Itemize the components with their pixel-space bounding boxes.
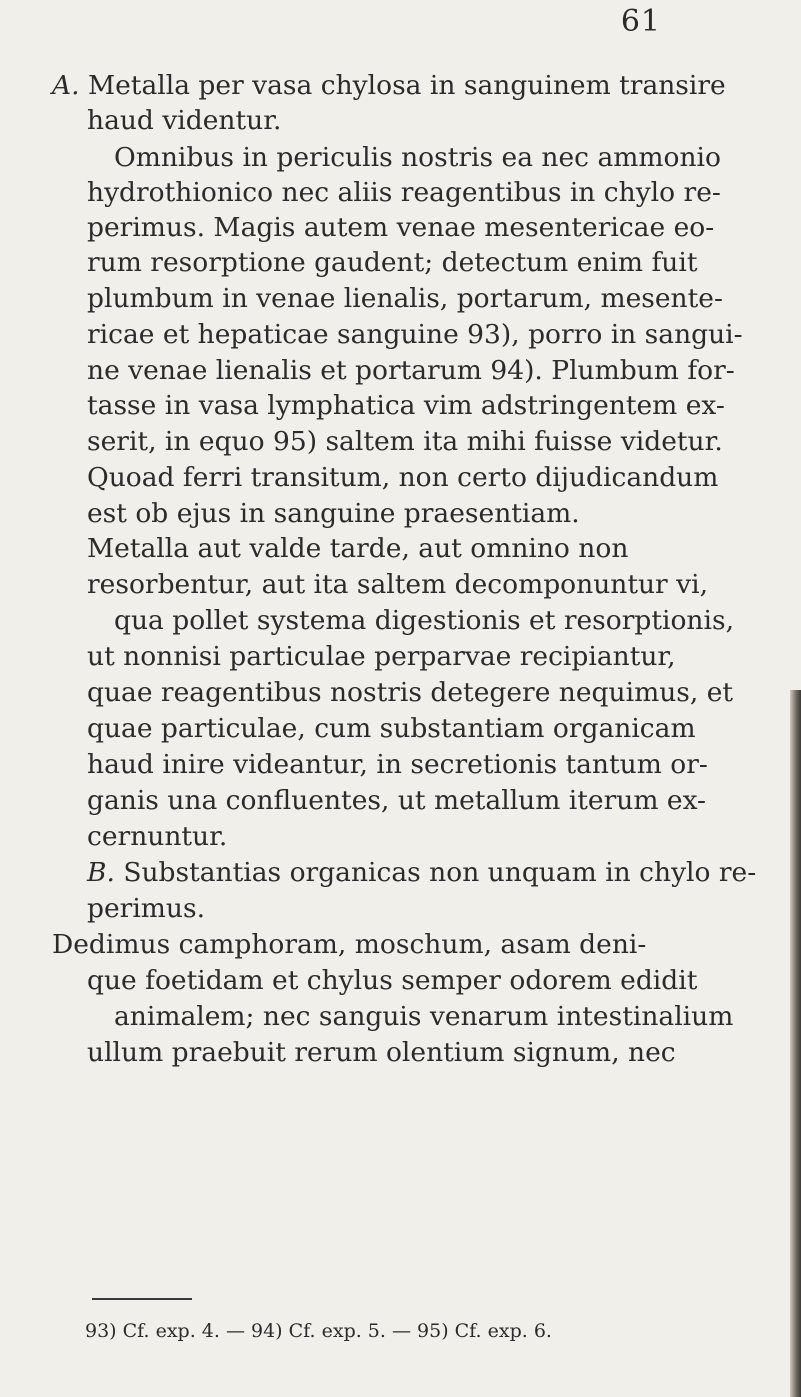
text-line: Quoad ferri transitum, non certo dijudicandum <box>87 462 719 493</box>
text-line: Dedimus camphoram, moschum, asam deni- <box>52 929 647 960</box>
text-line: que foetidam et chylus semper odorem edidit <box>87 965 698 996</box>
text-line: animalem; nec sanguis venarum intestinalium <box>114 1001 734 1032</box>
footnotes: 93) Cf. exp. 4. — 94) Cf. exp. 5. — 95) Cf. exp. 6. <box>85 1320 552 1342</box>
footnote-rule <box>92 1298 192 1300</box>
text-line: cernuntur. <box>87 821 228 852</box>
text-line: ne venae lienalis et portarum 94). Plumbum for- <box>87 355 735 386</box>
text-line: plumbum in venae lienalis, portarum, mesente- <box>87 283 723 314</box>
text-line: resorbentur, aut ita saltem decomponuntur vi, <box>87 569 709 600</box>
text-line: ut nonnisi particulae perparvae recipiantur, <box>87 641 676 672</box>
text-line: ullum praebuit rerum olentium signum, nec <box>87 1037 676 1068</box>
text-line: rum resorptione gaudent; detectum enim fuit <box>87 247 698 278</box>
text-line: haud videntur. <box>87 105 282 136</box>
text-line: qua pollet systema digestionis et resorptionis, <box>114 605 734 636</box>
section-marker: A. <box>52 70 80 101</box>
text-line: quae reagentibus nostris detegere nequimus, et <box>87 677 734 708</box>
text-line: Omnibus in periculis nostris ea nec ammonio <box>114 142 721 173</box>
page-number: 61 <box>620 4 661 39</box>
text-line <box>52 70 726 102</box>
section-text: Metalla per vasa chylosa in sanguinem transire <box>79 70 726 101</box>
section-text: Substantias organicas non unquam in chylo re- <box>114 857 757 888</box>
text-line: perimus. Magis autem venae mesentericae eo- <box>87 212 715 243</box>
text-line: haud inire videantur, in secretionis tantum or- <box>87 749 708 780</box>
text-line: Metalla aut valde tarde, aut omnino non <box>87 533 629 564</box>
text-line: ricae et hepaticae sanguine 93), porro in sangui- <box>87 319 743 350</box>
text-line: perimus. <box>87 893 206 924</box>
text-line: est ob ejus in sanguine praesentiam. <box>87 498 580 529</box>
page-edge <box>790 690 801 1397</box>
text-line: hydrothionico nec aliis reagentibus in chylo re- <box>87 177 721 208</box>
text-line: quae particulae, cum substantiam organicam <box>87 713 696 744</box>
text-line: serit, in equo 95) saltem ita mihi fuisse videtur. <box>87 426 723 457</box>
section-marker: B. <box>87 857 115 888</box>
text-line: ganis una confluentes, ut metallum iterum ex- <box>87 785 706 816</box>
text-line <box>87 857 756 889</box>
text-line: tasse in vasa lymphatica vim adstringentem ex- <box>87 390 725 421</box>
